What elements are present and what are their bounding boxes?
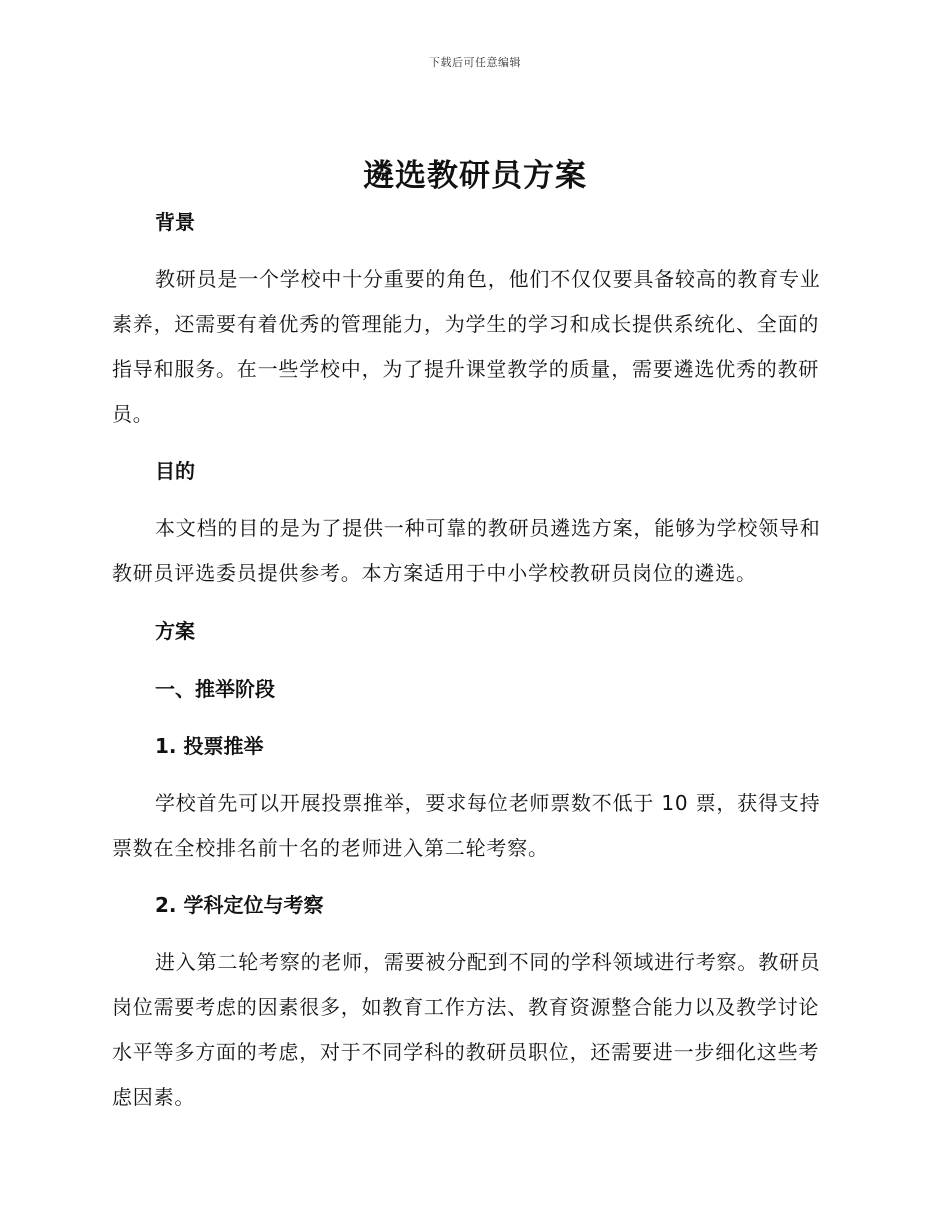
section-heading-purpose: 目的 bbox=[155, 459, 195, 483]
section-heading-plan: 方案 bbox=[155, 619, 195, 643]
paragraph-background: 教研员是一个学校中十分重要的角色，他们不仅仅要具备较高的教育专业素养，还需要有着优秀的管理能力，为学生的学习和成长提供系统化、全面的指导和服务。在一些学校中，为了提升课堂教学的质量，需要遴选优秀的教研员。 bbox=[112, 267, 821, 426]
section-heading-stage1: 一、推举阶段 bbox=[155, 677, 275, 701]
header-note: 下载后可任意编辑 bbox=[429, 56, 521, 69]
subheading-step2: 2. 学科定位与考察 bbox=[155, 893, 324, 917]
paragraph-purpose: 本文档的目的是为了提供一种可靠的教研员遴选方案，能够为学校领导和教研员评选委员提供参考。本方案适用于中小学校教研员岗位的遴选。 bbox=[112, 516, 821, 585]
section-heading-background: 背景 bbox=[155, 210, 195, 234]
document-title: 遴选教研员方案 bbox=[363, 158, 587, 194]
paragraph-step1: 学校首先可以开展投票推举，要求每位老师票数不低于 10 票，获得支持票数在全校排名前十名的老师进入第二轮考察。 bbox=[112, 791, 821, 860]
paragraph-step2: 进入第二轮考察的老师，需要被分配到不同的学科领域进行考察。教研员岗位需要考虑的因素很多，如教育工作方法、教育资源整合能力以及教学讨论水平等多方面的考虑，对于不同学科的教研员职位，还需要进一步细化这些考虑因素。 bbox=[112, 950, 821, 1109]
subheading-step1: 1. 投票推举 bbox=[155, 734, 264, 758]
